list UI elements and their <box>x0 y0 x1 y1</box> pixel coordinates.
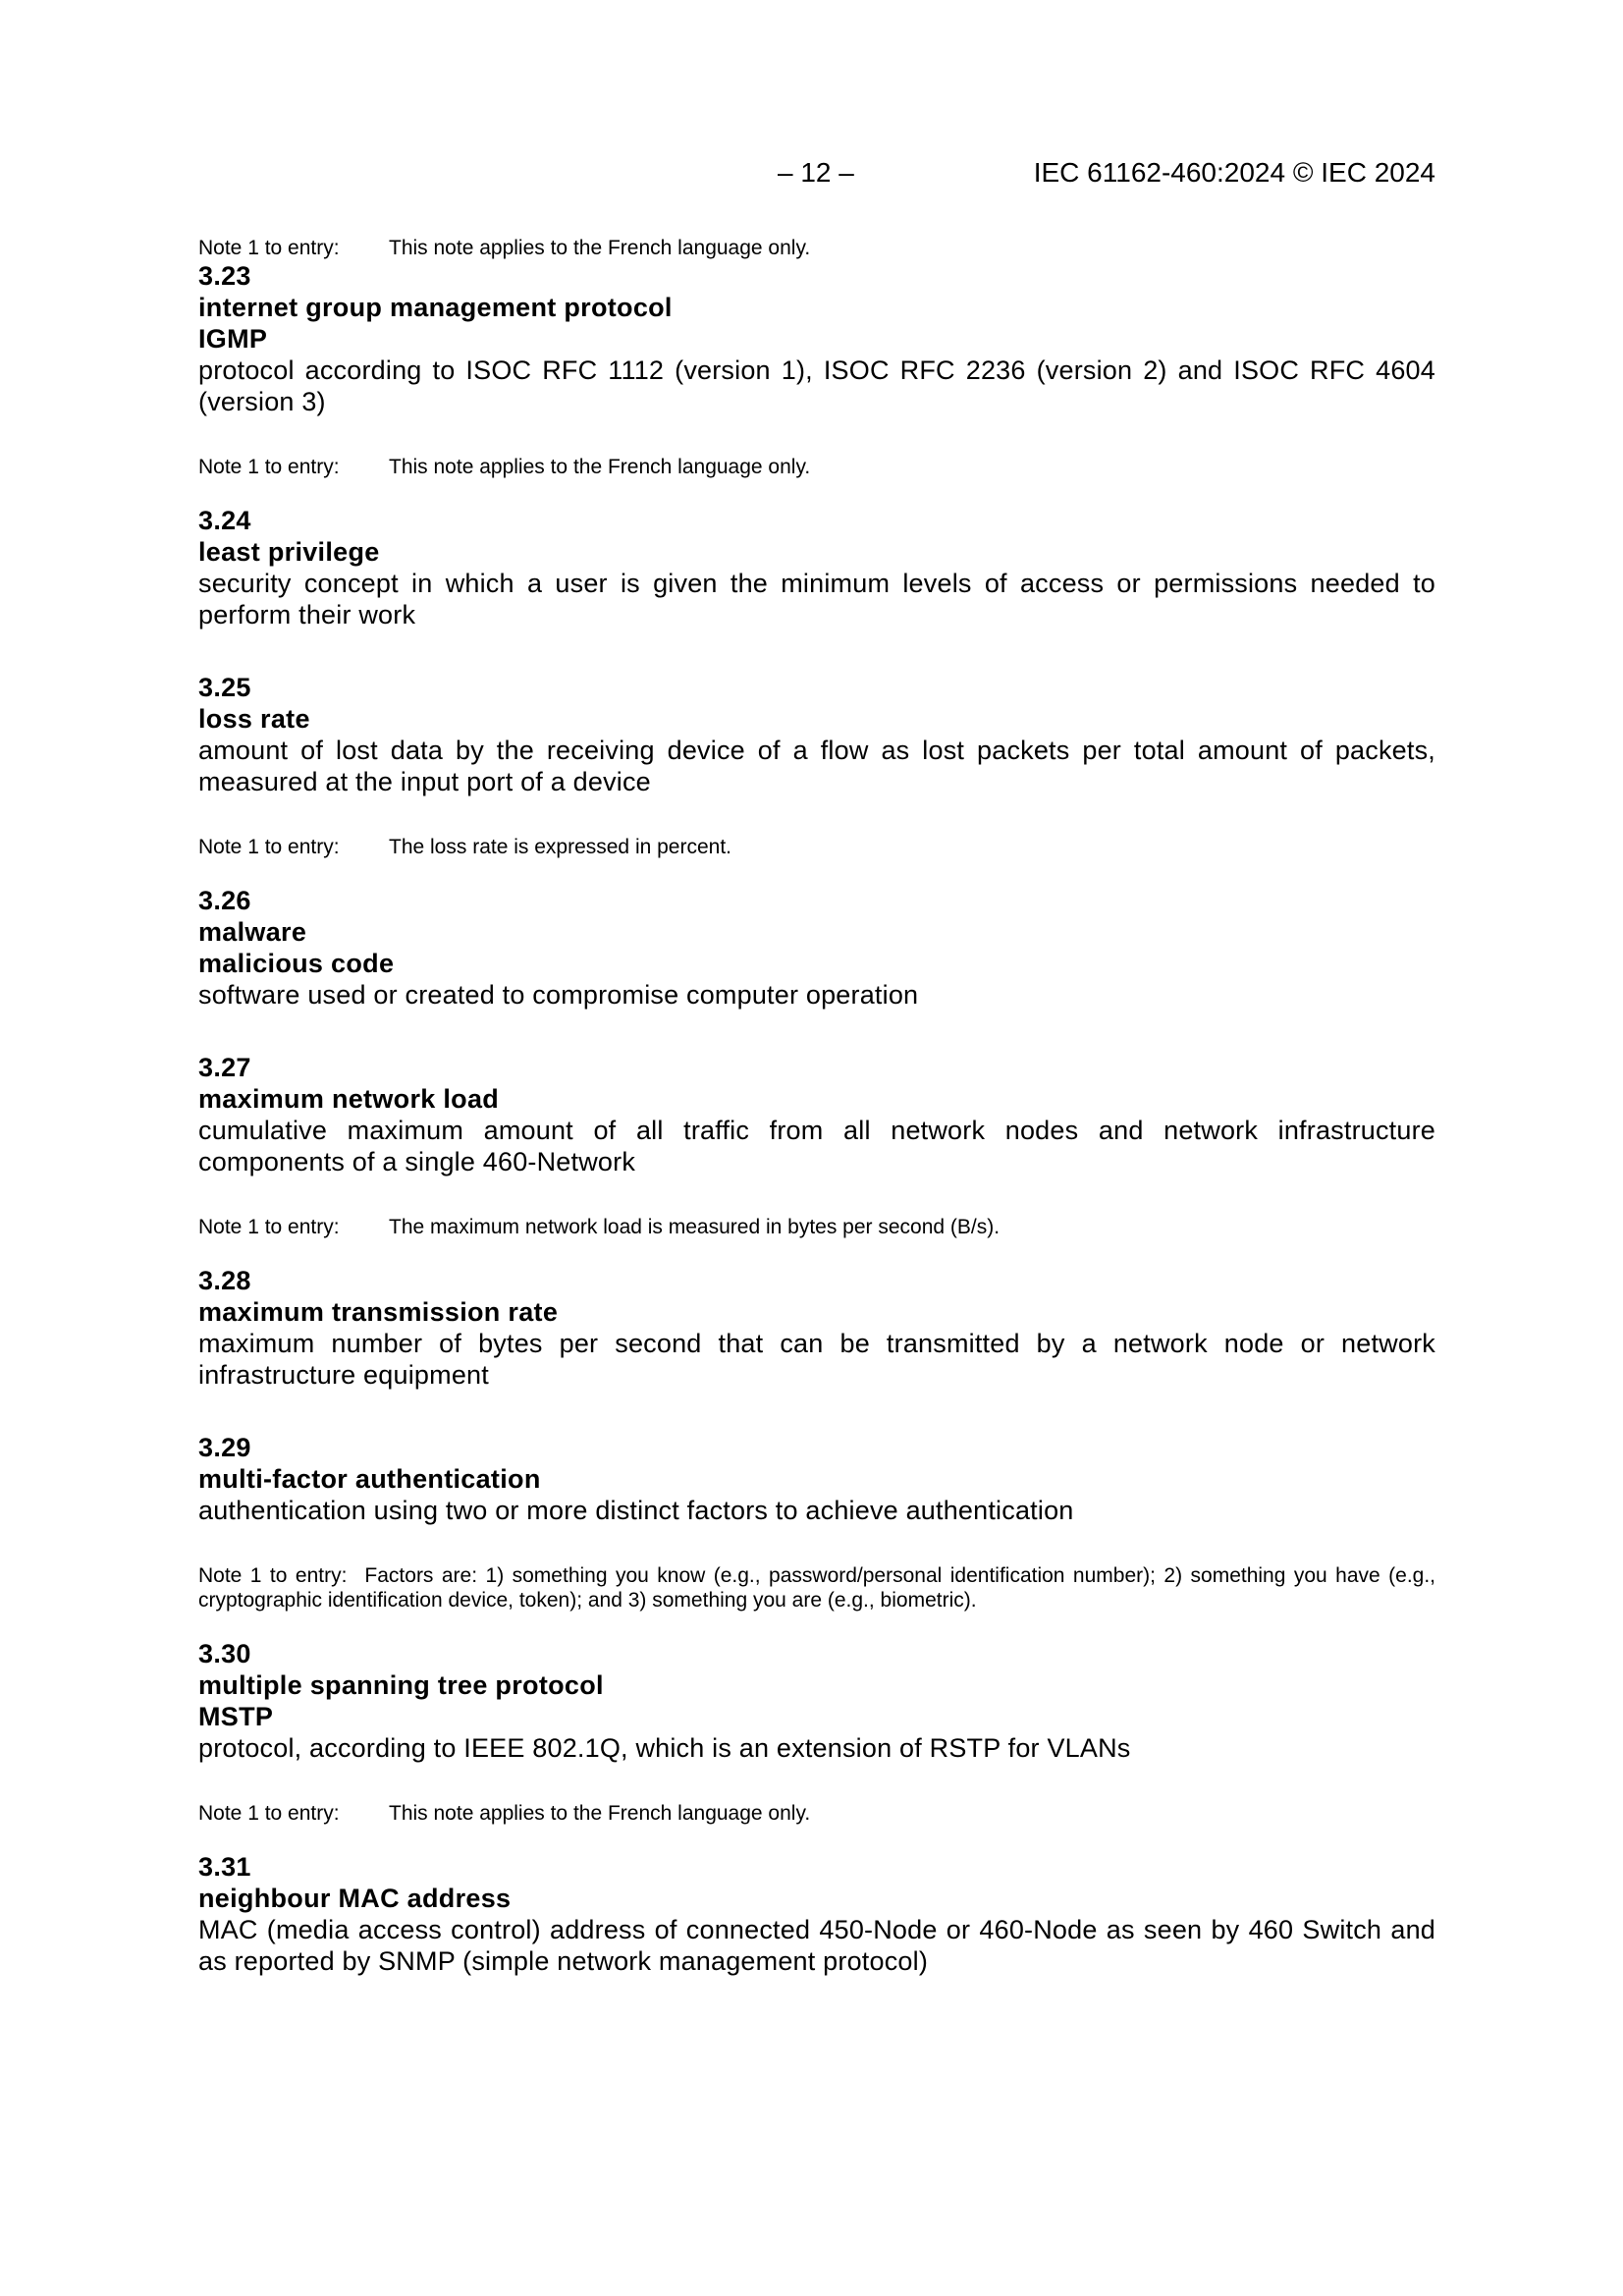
continued-note <box>198 236 1435 260</box>
entry-number: 3.25 <box>198 673 251 702</box>
entry-term: maximum transmission rate <box>198 1297 559 1327</box>
note-label: Note 1 to entry: <box>198 1802 340 1825</box>
entry-definition: software used or created to compromise computer operation <box>198 980 919 1010</box>
entry-term: malware <box>198 917 307 947</box>
entry-term: malicious code <box>198 949 395 978</box>
entry-definition: MAC (media access control) address of connected 450-Node or 460-Node as seen by 460 Switch and as reported by SNMP (simple network management protocol) <box>198 1915 1435 1976</box>
terms-content <box>198 236 1435 2018</box>
entry-definition: authentication using two or more distinct factors to achieve authentication <box>198 1496 1074 1525</box>
entry-note <box>198 1215 1435 1239</box>
term-entry <box>198 1638 1435 1826</box>
entry-term: loss rate <box>198 704 310 734</box>
note-text: This note applies to the French language only. <box>389 1802 811 1825</box>
note-label: Note 1 to entry: <box>198 237 340 259</box>
page-number: – 12 – <box>778 157 854 188</box>
entry-term: multi-factor authentication <box>198 1464 541 1494</box>
term-entry <box>198 1265 1435 1391</box>
entry-term: IGMP <box>198 324 268 354</box>
entry-number: 3.29 <box>198 1433 251 1462</box>
entry-number: 3.26 <box>198 886 251 915</box>
note-text: This note applies to the French language only. <box>389 456 811 478</box>
note-label: Note 1 to entry: <box>198 1564 348 1587</box>
entry-term: least privilege <box>198 537 380 567</box>
entry-term: internet group management protocol <box>198 293 673 322</box>
entry-note <box>198 1801 1435 1826</box>
entry-definition: protocol according to ISOC RFC 1112 (version 1), ISOC RFC 2236 (version 2) and ISOC RFC 4604 (version 3) <box>198 355 1435 416</box>
entry-definition: security concept in which a user is given the minimum levels of access or permissions needed to perform their work <box>198 569 1435 629</box>
entry-term: multiple spanning tree protocol <box>198 1670 604 1700</box>
entry-definition: cumulative maximum amount of all traffic from all network nodes and network infrastructure components of a single 460-Network <box>198 1116 1435 1176</box>
entry-definition: protocol, according to IEEE 802.1Q, which is an extension of RSTP for VLANs <box>198 1733 1131 1763</box>
page-header <box>198 157 1435 196</box>
term-entry <box>198 505 1435 630</box>
entry-number: 3.28 <box>198 1266 251 1295</box>
note-text: The maximum network load is measured in bytes per second (B/s). <box>389 1216 1001 1238</box>
entry-number: 3.30 <box>198 1639 251 1668</box>
term-entry <box>198 1851 1435 1977</box>
entry-note <box>198 835 1435 859</box>
note-text: The loss rate is expressed in percent. <box>389 836 732 858</box>
entry-number: 3.23 <box>198 261 251 291</box>
entry-number: 3.24 <box>198 506 251 535</box>
note-text: Factors are: 1) something you know (e.g., password/personal identification number); 2) something you have (e.g., cryptographic identification device, token); and 3) something you are (e.g., biometric). <box>198 1564 1436 1612</box>
entry-number: 3.31 <box>198 1852 251 1882</box>
document-identifier: IEC 61162-460:2024 © IEC 2024 <box>1033 157 1435 188</box>
term-entry <box>198 885 1435 1011</box>
note-label: Note 1 to entry: <box>198 1216 340 1238</box>
entry-term: MSTP <box>198 1702 274 1731</box>
term-entries <box>198 260 1435 1977</box>
entry-definition: maximum number of bytes per second that can be transmitted by a network node or network infrastructure equipment <box>198 1329 1435 1390</box>
term-entry <box>198 1052 1435 1239</box>
note-text: This note applies to the French language only. <box>389 237 811 259</box>
entry-term: maximum network load <box>198 1084 500 1114</box>
note-label: Note 1 to entry: <box>198 456 340 478</box>
term-entry <box>198 260 1435 479</box>
note-label: Note 1 to entry: <box>198 836 340 858</box>
entry-number: 3.27 <box>198 1053 251 1082</box>
term-entry <box>198 1432 1435 1613</box>
entry-definition: amount of lost data by the receiving device of a flow as lost packets per total amount of packets, measured at the input port of a device <box>198 736 1435 796</box>
entry-note <box>198 1563 1435 1613</box>
entry-note <box>198 455 1435 479</box>
entry-term: neighbour MAC address <box>198 1884 512 1913</box>
term-entry <box>198 672 1435 859</box>
